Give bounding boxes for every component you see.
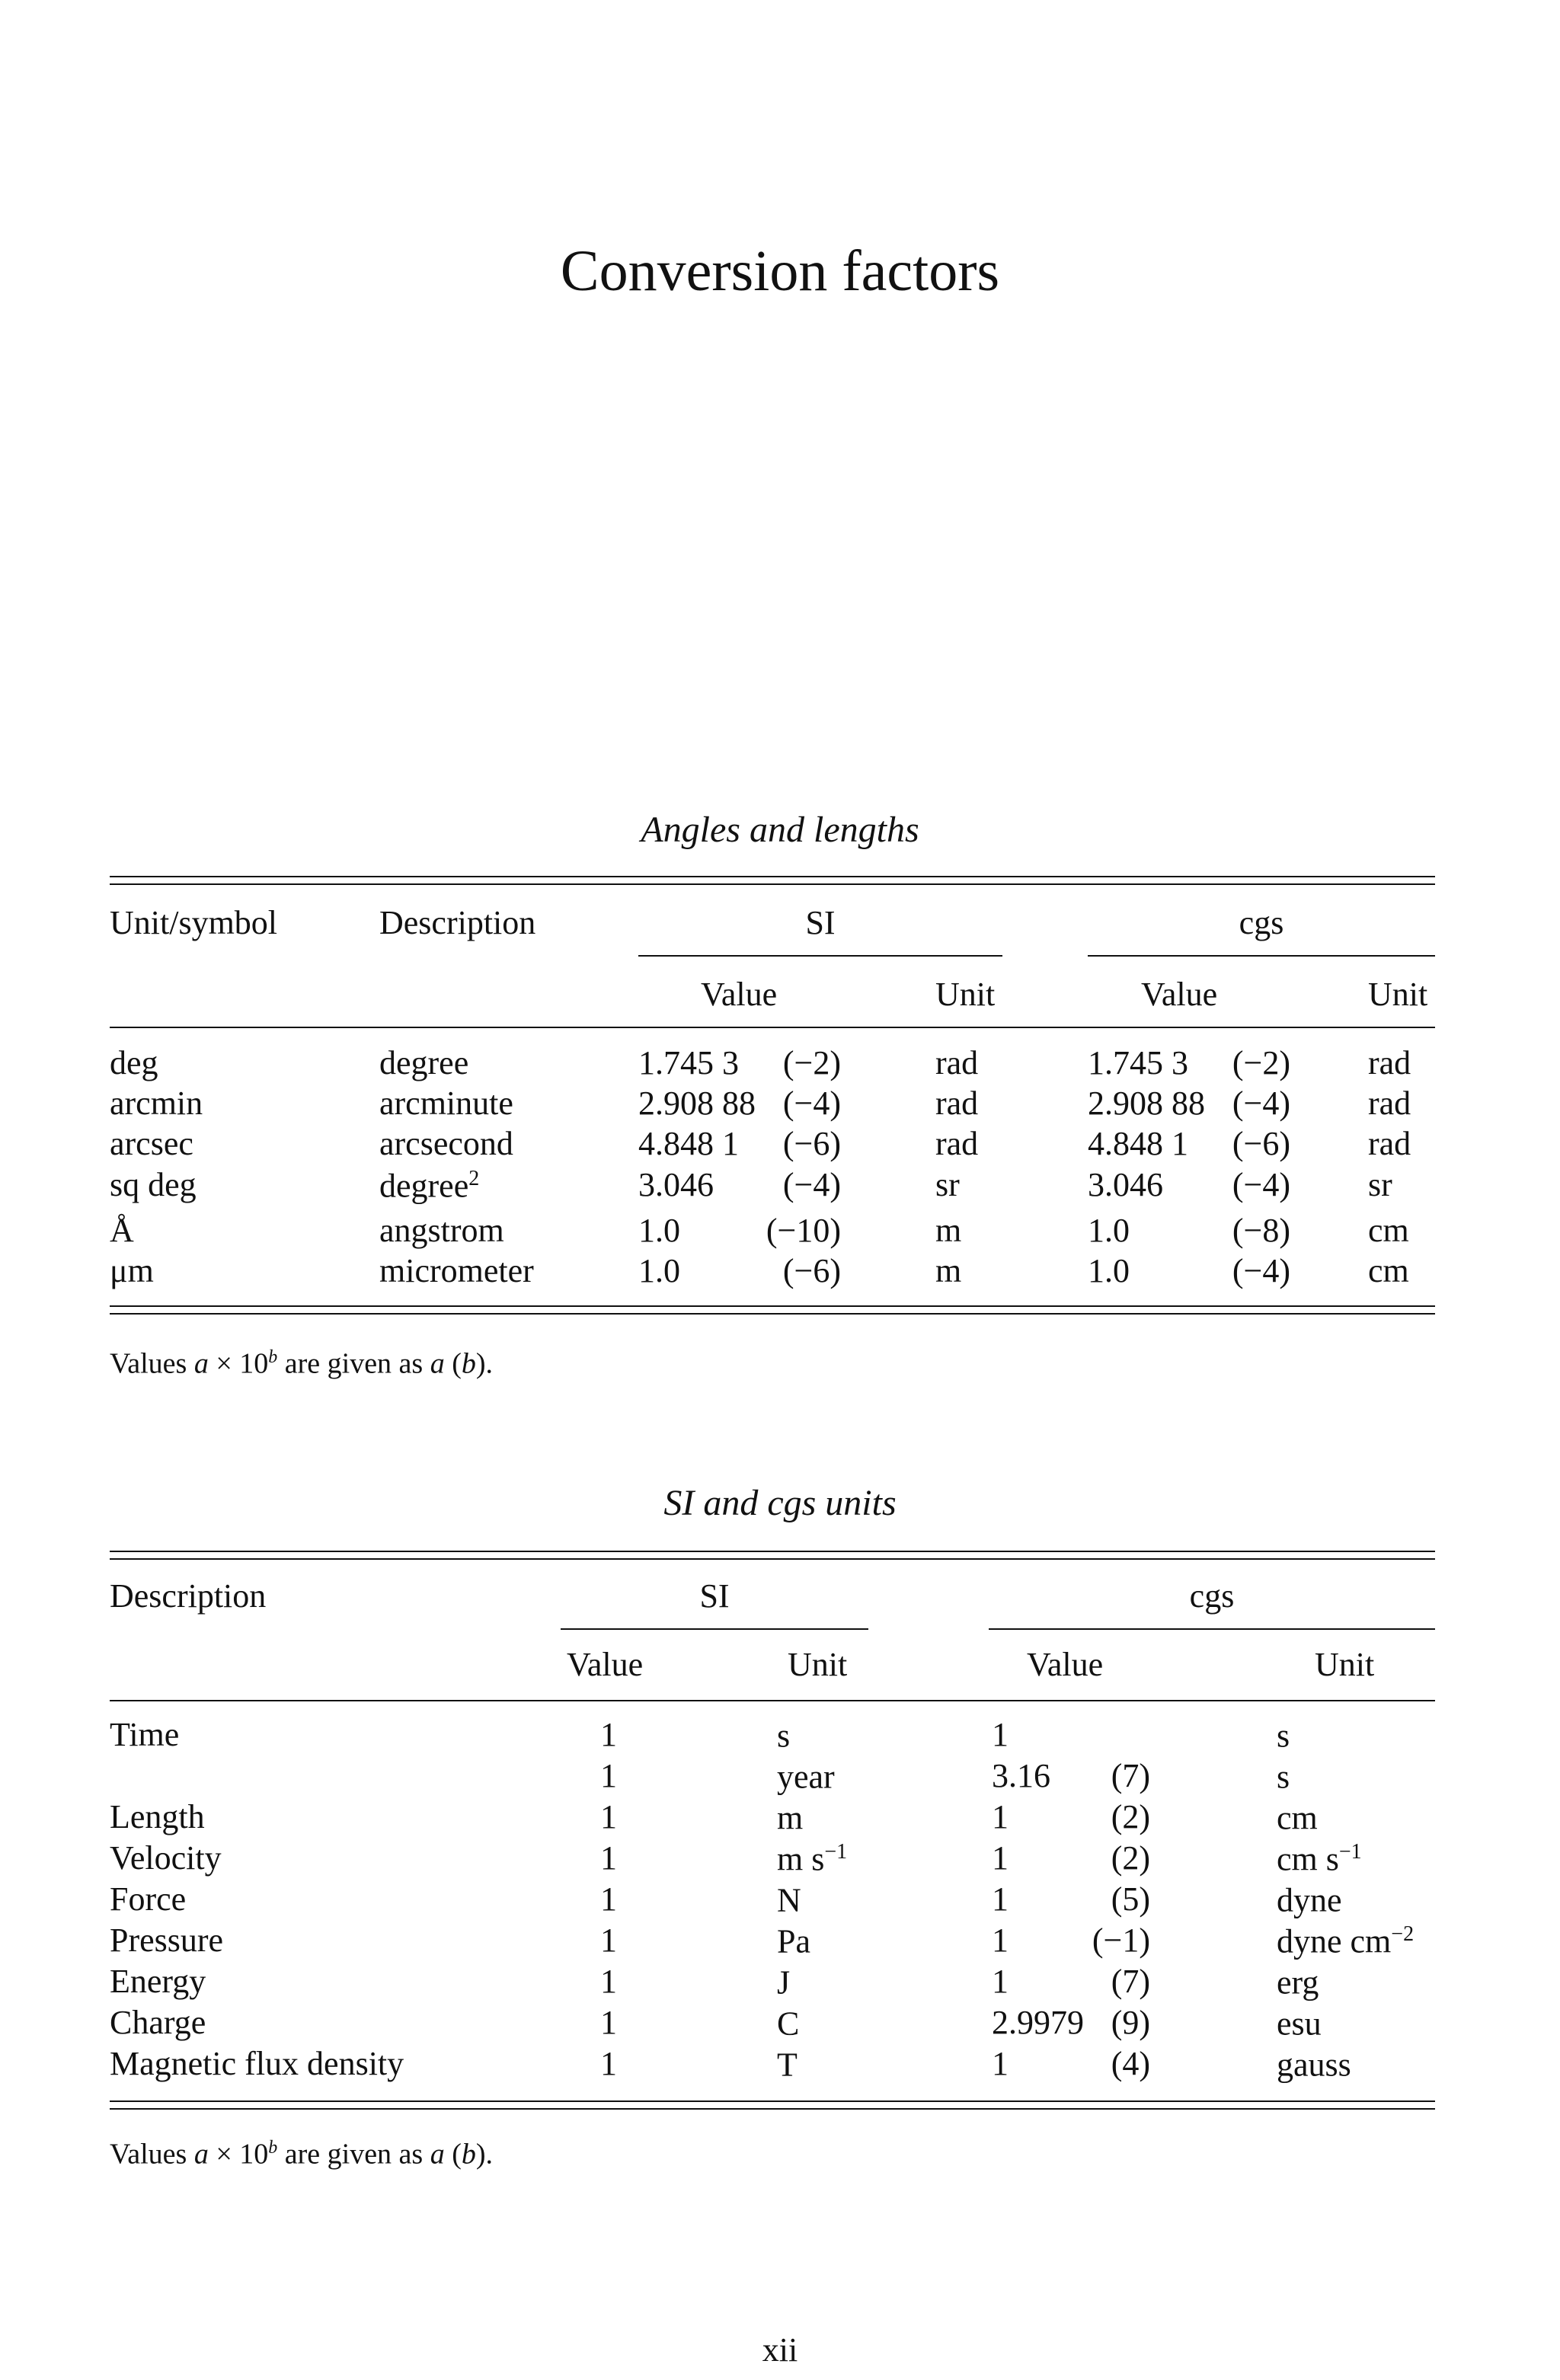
si-unit: J	[777, 1963, 791, 2001]
quantity-description: Length	[110, 1798, 205, 1835]
quantity-description: Energy	[110, 1963, 206, 2000]
cgs-unit: dyne	[1277, 1881, 1342, 1919]
si-exponent: (−10)	[766, 1212, 841, 1249]
table2-header-si-unit: Unit	[788, 1646, 848, 1683]
cgs-unit: rad	[1368, 1125, 1411, 1162]
table2-header-si: SI	[699, 1577, 730, 1615]
si-exponent: (−4)	[782, 1085, 841, 1122]
si-exponent: (−6)	[782, 1125, 841, 1162]
cgs-mantissa: 4.848 1	[1088, 1125, 1188, 1162]
table1-footnote: Values $a \times 10^b$ are given as a (b).	[110, 1347, 494, 1380]
quantity-description: Time	[110, 1716, 180, 1753]
page-title: Conversion factors	[560, 239, 1000, 303]
cgs-mantissa: 3.16	[992, 1757, 1050, 1794]
si-mantissa: 2.908 88	[638, 1085, 756, 1122]
table1-caption: Angles and lengths	[641, 810, 919, 850]
table2-header-cgs-unit: Unit	[1315, 1646, 1375, 1683]
cgs-exponent: (9)	[1111, 2004, 1150, 2041]
table1-header-si-unit: Unit	[935, 976, 996, 1013]
si-value: 1	[600, 1880, 617, 1918]
table2-si-spanner-rule	[561, 1628, 868, 1630]
table2-top-rule	[110, 1551, 1435, 1560]
si-exponent: (−2)	[782, 1044, 841, 1081]
table1-bottom-rule	[110, 1305, 1435, 1315]
si-value: 1	[600, 1922, 617, 1959]
table2-caption: SI and cgs units	[663, 1483, 897, 1523]
cgs-mantissa: 1	[992, 2045, 1009, 2082]
cgs-mantissa: 1	[992, 1880, 1009, 1918]
quantity-description: Magnetic flux density	[110, 2045, 404, 2082]
cgs-unit: gauss	[1277, 2046, 1351, 2084]
si-value: 1	[600, 1716, 617, 1753]
cgs-mantissa: 1.0	[1088, 1212, 1130, 1249]
cgs-mantissa: 1.0	[1088, 1252, 1130, 1289]
si-unit: N	[777, 1881, 801, 1919]
si-value: 1	[600, 1963, 617, 2000]
si-unit: Pa	[777, 1922, 810, 1960]
unit-description: arcminute	[379, 1085, 513, 1122]
cgs-exponent: (−2)	[1232, 1044, 1290, 1081]
cgs-exponent: (−6)	[1232, 1125, 1290, 1162]
table2-header-cgs-value: Value	[1027, 1646, 1104, 1683]
si-unit: T	[777, 2046, 798, 2084]
cgs-unit: sr	[1368, 1166, 1392, 1203]
cgs-exponent: (7)	[1111, 1757, 1150, 1794]
cgs-unit: cm	[1368, 1252, 1409, 1289]
cgs-unit: dyne $cm^{-2}$	[1277, 1922, 1415, 1960]
cgs-unit: cm	[1368, 1212, 1409, 1249]
cgs-exponent: (2)	[1111, 1839, 1150, 1877]
unit-description: arcsecond	[379, 1125, 513, 1162]
si-unit: s	[777, 1717, 791, 1755]
cgs-mantissa: 1	[992, 1922, 1009, 1959]
cgs-exponent: (4)	[1111, 2045, 1150, 2082]
table1-header-cgs-value: Value	[1141, 976, 1218, 1013]
si-value: 1	[600, 2045, 617, 2082]
cgs-mantissa: 1	[992, 1839, 1009, 1877]
quantity-description: Force	[110, 1880, 187, 1918]
si-mantissa: 1.0	[638, 1252, 680, 1289]
cgs-unit: s	[1277, 1717, 1290, 1755]
table1-header-si-value: Value	[701, 976, 778, 1013]
table2-bottom-rule	[110, 2100, 1435, 2110]
unit-description: degree	[379, 1044, 469, 1081]
si-unit: m $s^{-1}$	[777, 1840, 848, 1878]
si-exponent: (−6)	[782, 1252, 841, 1289]
unit-description: degree$^2$	[379, 1167, 480, 1205]
cgs-exponent: (−4)	[1232, 1085, 1290, 1122]
unit-symbol: sq deg	[110, 1166, 197, 1203]
si-unit: rad	[935, 1125, 979, 1162]
unit-symbol: Å	[110, 1212, 134, 1249]
table1-header-unit-symbol: Unit/symbol	[110, 904, 278, 941]
si-value: 1	[600, 1757, 617, 1794]
table1-header-si: SI	[805, 904, 836, 941]
unit-description: angstrom	[379, 1212, 504, 1249]
cgs-exponent: (−4)	[1232, 1166, 1290, 1203]
cgs-mantissa: 1	[992, 1716, 1009, 1753]
si-exponent: (−4)	[782, 1166, 841, 1203]
unit-symbol: deg	[110, 1044, 158, 1081]
cgs-exponent: (−1)	[1092, 1922, 1150, 1959]
cgs-mantissa: 1	[992, 1798, 1009, 1835]
cgs-mantissa: 1.745 3	[1088, 1044, 1188, 1081]
cgs-mantissa: 3.046	[1088, 1166, 1163, 1203]
cgs-mantissa: 2.9979	[992, 2004, 1084, 2041]
cgs-mantissa: 2.908 88	[1088, 1085, 1205, 1122]
cgs-exponent: (7)	[1111, 1963, 1150, 2000]
table1-header-description: Description	[379, 904, 536, 941]
page-number: xii	[762, 2331, 798, 2369]
si-unit: m	[777, 1799, 804, 1837]
table2-header-rule	[110, 1700, 1435, 1701]
si-unit: C	[777, 2005, 800, 2043]
table1-cgs-spanner-rule	[1088, 955, 1435, 957]
description-superscript: 2	[468, 1167, 480, 1190]
si-value: 1	[600, 1798, 617, 1835]
table2-header-cgs: cgs	[1189, 1577, 1235, 1615]
cgs-unit: cm	[1277, 1799, 1318, 1837]
quantity-description: Charge	[110, 2004, 206, 2041]
si-unit: m	[935, 1212, 962, 1249]
cgs-mantissa: 1	[992, 1963, 1009, 2000]
table2-footnote: Values $a \times 10^b$ are given as a (b).	[110, 2138, 494, 2171]
cgs-exponent: (5)	[1111, 1880, 1150, 1918]
quantity-description: Pressure	[110, 1922, 224, 1959]
si-unit: rad	[935, 1085, 979, 1122]
table1-header-cgs-unit: Unit	[1368, 976, 1428, 1013]
si-unit: rad	[935, 1044, 979, 1081]
table2-header-description: Description	[110, 1577, 267, 1615]
table2-header-si-value: Value	[567, 1646, 644, 1683]
unit-symbol: arcsec	[110, 1125, 193, 1162]
cgs-exponent: (2)	[1111, 1798, 1150, 1835]
si-value: 1	[600, 1839, 617, 1877]
cgs-unit: rad	[1368, 1044, 1411, 1081]
unit-description: micrometer	[379, 1252, 534, 1289]
si-value: 1	[600, 2004, 617, 2041]
table2-cgs-spanner-rule	[989, 1628, 1435, 1630]
si-unit: sr	[935, 1166, 960, 1203]
cgs-exponent: (−4)	[1232, 1252, 1290, 1289]
si-unit: m	[935, 1252, 962, 1289]
table1-top-rule	[110, 876, 1435, 885]
cgs-unit: rad	[1368, 1085, 1411, 1122]
si-unit: year	[777, 1758, 835, 1796]
cgs-unit: esu	[1277, 2005, 1322, 2043]
table1-header-cgs: cgs	[1239, 904, 1284, 941]
table1-si-spanner-rule	[638, 955, 1002, 957]
cgs-exponent: (−8)	[1232, 1212, 1290, 1249]
si-mantissa: 1.0	[638, 1212, 680, 1249]
quantity-description: Velocity	[110, 1839, 222, 1877]
unit-symbol: μm	[110, 1252, 154, 1289]
si-mantissa: 3.046	[638, 1166, 714, 1203]
si-mantissa: 1.745 3	[638, 1044, 739, 1081]
si-mantissa: 4.848 1	[638, 1125, 739, 1162]
cgs-unit: s	[1277, 1758, 1290, 1796]
cgs-unit: cm $s^{-1}$	[1277, 1840, 1362, 1878]
cgs-unit: erg	[1277, 1963, 1319, 2001]
unit-symbol: arcmin	[110, 1085, 203, 1122]
table1-header-rule	[110, 1027, 1435, 1028]
